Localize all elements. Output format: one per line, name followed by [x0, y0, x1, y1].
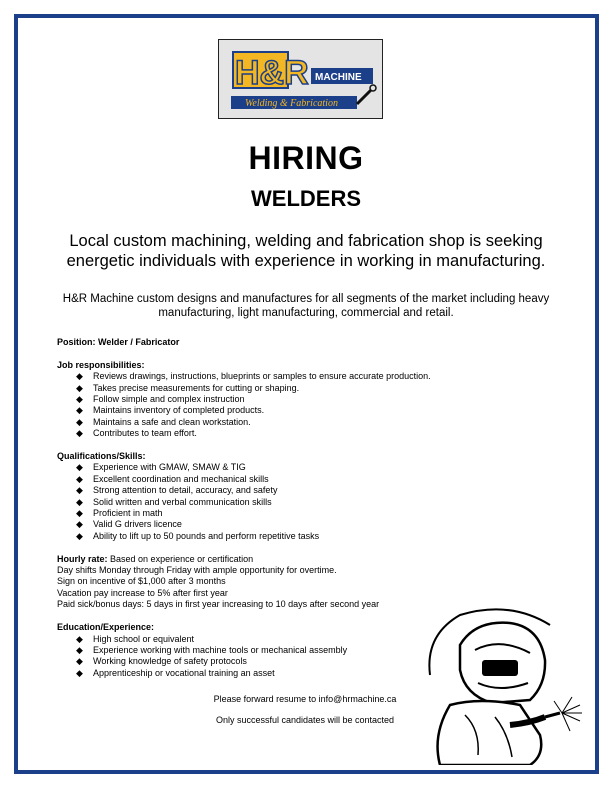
compensation-line: Day shifts Monday through Friday with ample opportunity for overtime. [57, 565, 337, 576]
diamond-bullet-icon: ◆ [76, 508, 83, 519]
diamond-bullet-icon: ◆ [76, 519, 83, 530]
list-item: ◆ High school or equivalent [76, 633, 195, 644]
hourly-rate-value: Based on experience or certification [110, 553, 254, 564]
forward-resume-text: Please forward resume to info@hrmachine.ca [213, 694, 397, 704]
list-item: ◆ Solid written and verbal communication skills [76, 496, 272, 507]
diamond-bullet-icon: ◆ [76, 371, 83, 382]
diamond-bullet-icon: ◆ [76, 394, 83, 405]
list-item: ◆ Ability to lift up to 50 pounds and perform repetitive tasks [76, 530, 320, 541]
responsibilities-title: Job responsibilities: [57, 359, 145, 370]
responsibilities-list [57, 371, 537, 439]
page-subtitle: WELDERS [251, 186, 361, 211]
list-item: ◆ Proficient in math [76, 508, 163, 519]
diamond-bullet-icon: ◆ [76, 473, 83, 484]
torch-icon [357, 85, 376, 104]
list-item: ◆ Reviews drawings, instructions, blueprints or samples to ensure accurate production. [76, 371, 431, 382]
list-item: ◆ Contributes to team effort. [76, 428, 197, 439]
list-item: ◆ Experience with GMAW, SMAW & TIG [76, 462, 246, 473]
diamond-bullet-icon: ◆ [76, 644, 83, 655]
diamond-bullet-icon: ◆ [76, 382, 83, 393]
diamond-bullet-icon: ◆ [76, 428, 83, 439]
list-item: ◆ Strong attention to detail, accuracy, and safety [76, 485, 278, 496]
diamond-bullet-icon: ◆ [76, 633, 83, 644]
diamond-bullet-icon: ◆ [76, 496, 83, 507]
education-title: Education/Experience: [57, 622, 155, 633]
hourly-rate-line [57, 554, 537, 565]
list-item: ◆ Experience working with machine tools or mechanical assembly [76, 644, 348, 655]
list-item: ◆ Excellent coordination and mechanical skills [76, 473, 269, 484]
contact-notice: Only successful candidates will be contacted [215, 715, 395, 725]
logo-machine: MACHINE [315, 72, 362, 83]
logo-graphic [219, 40, 382, 118]
position-line [57, 337, 537, 348]
list-item: ◆ Apprenticeship or vocational training an asset [76, 667, 275, 678]
compensation-line: Vacation pay increase to 5% after first year [57, 587, 228, 598]
qualifications-list [57, 462, 537, 542]
diamond-bullet-icon: ◆ [76, 656, 83, 667]
hourly-rate-label: Hourly rate: [57, 553, 108, 564]
diamond-bullet-icon: ◆ [76, 405, 83, 416]
logo-tagline: Welding & Fabrication [245, 98, 338, 109]
compensation-line: Paid sick/bonus days: 5 days in first year increasing to 10 days after second year [57, 599, 380, 610]
qualifications-title: Qualifications/Skills: [57, 451, 146, 462]
list-item: ◆ Takes precise measurements for cutting or shaping. [76, 382, 300, 393]
compensation-line: Sign on incentive of $1,000 after 3 months [57, 576, 226, 587]
list-item: ◆ Maintains inventory of completed products. [76, 405, 265, 416]
diamond-bullet-icon: ◆ [76, 416, 83, 427]
diamond-bullet-icon: ◆ [76, 667, 83, 678]
list-item: ◆ Follow simple and complex instruction [76, 394, 245, 405]
welder-illustration-icon [420, 605, 585, 765]
diamond-bullet-icon: ◆ [76, 530, 83, 541]
position-value: Welder / Fabricator [98, 337, 180, 347]
company-logo [218, 39, 383, 119]
list-item: ◆ Working knowledge of safety protocols [76, 656, 247, 667]
list-item: ◆ Maintains a safe and clean workstation. [76, 416, 251, 427]
logo-brand: H&R [235, 54, 309, 92]
diamond-bullet-icon: ◆ [76, 462, 83, 473]
diamond-bullet-icon: ◆ [76, 485, 83, 496]
company-description: H&R Machine custom designs and manufactures for all segments of the market including heavy manufacturing, light manufacturing, commercial and retail. [62, 293, 550, 319]
position-label: Position: [57, 337, 96, 347]
list-item: ◆ Valid G drivers licence [76, 519, 182, 530]
intro-text: Local custom machining, welding and fabrication shop is seeking energetic individuals with experience in working in manufacturing. [66, 232, 546, 270]
page-title: HIRING [248, 140, 364, 176]
